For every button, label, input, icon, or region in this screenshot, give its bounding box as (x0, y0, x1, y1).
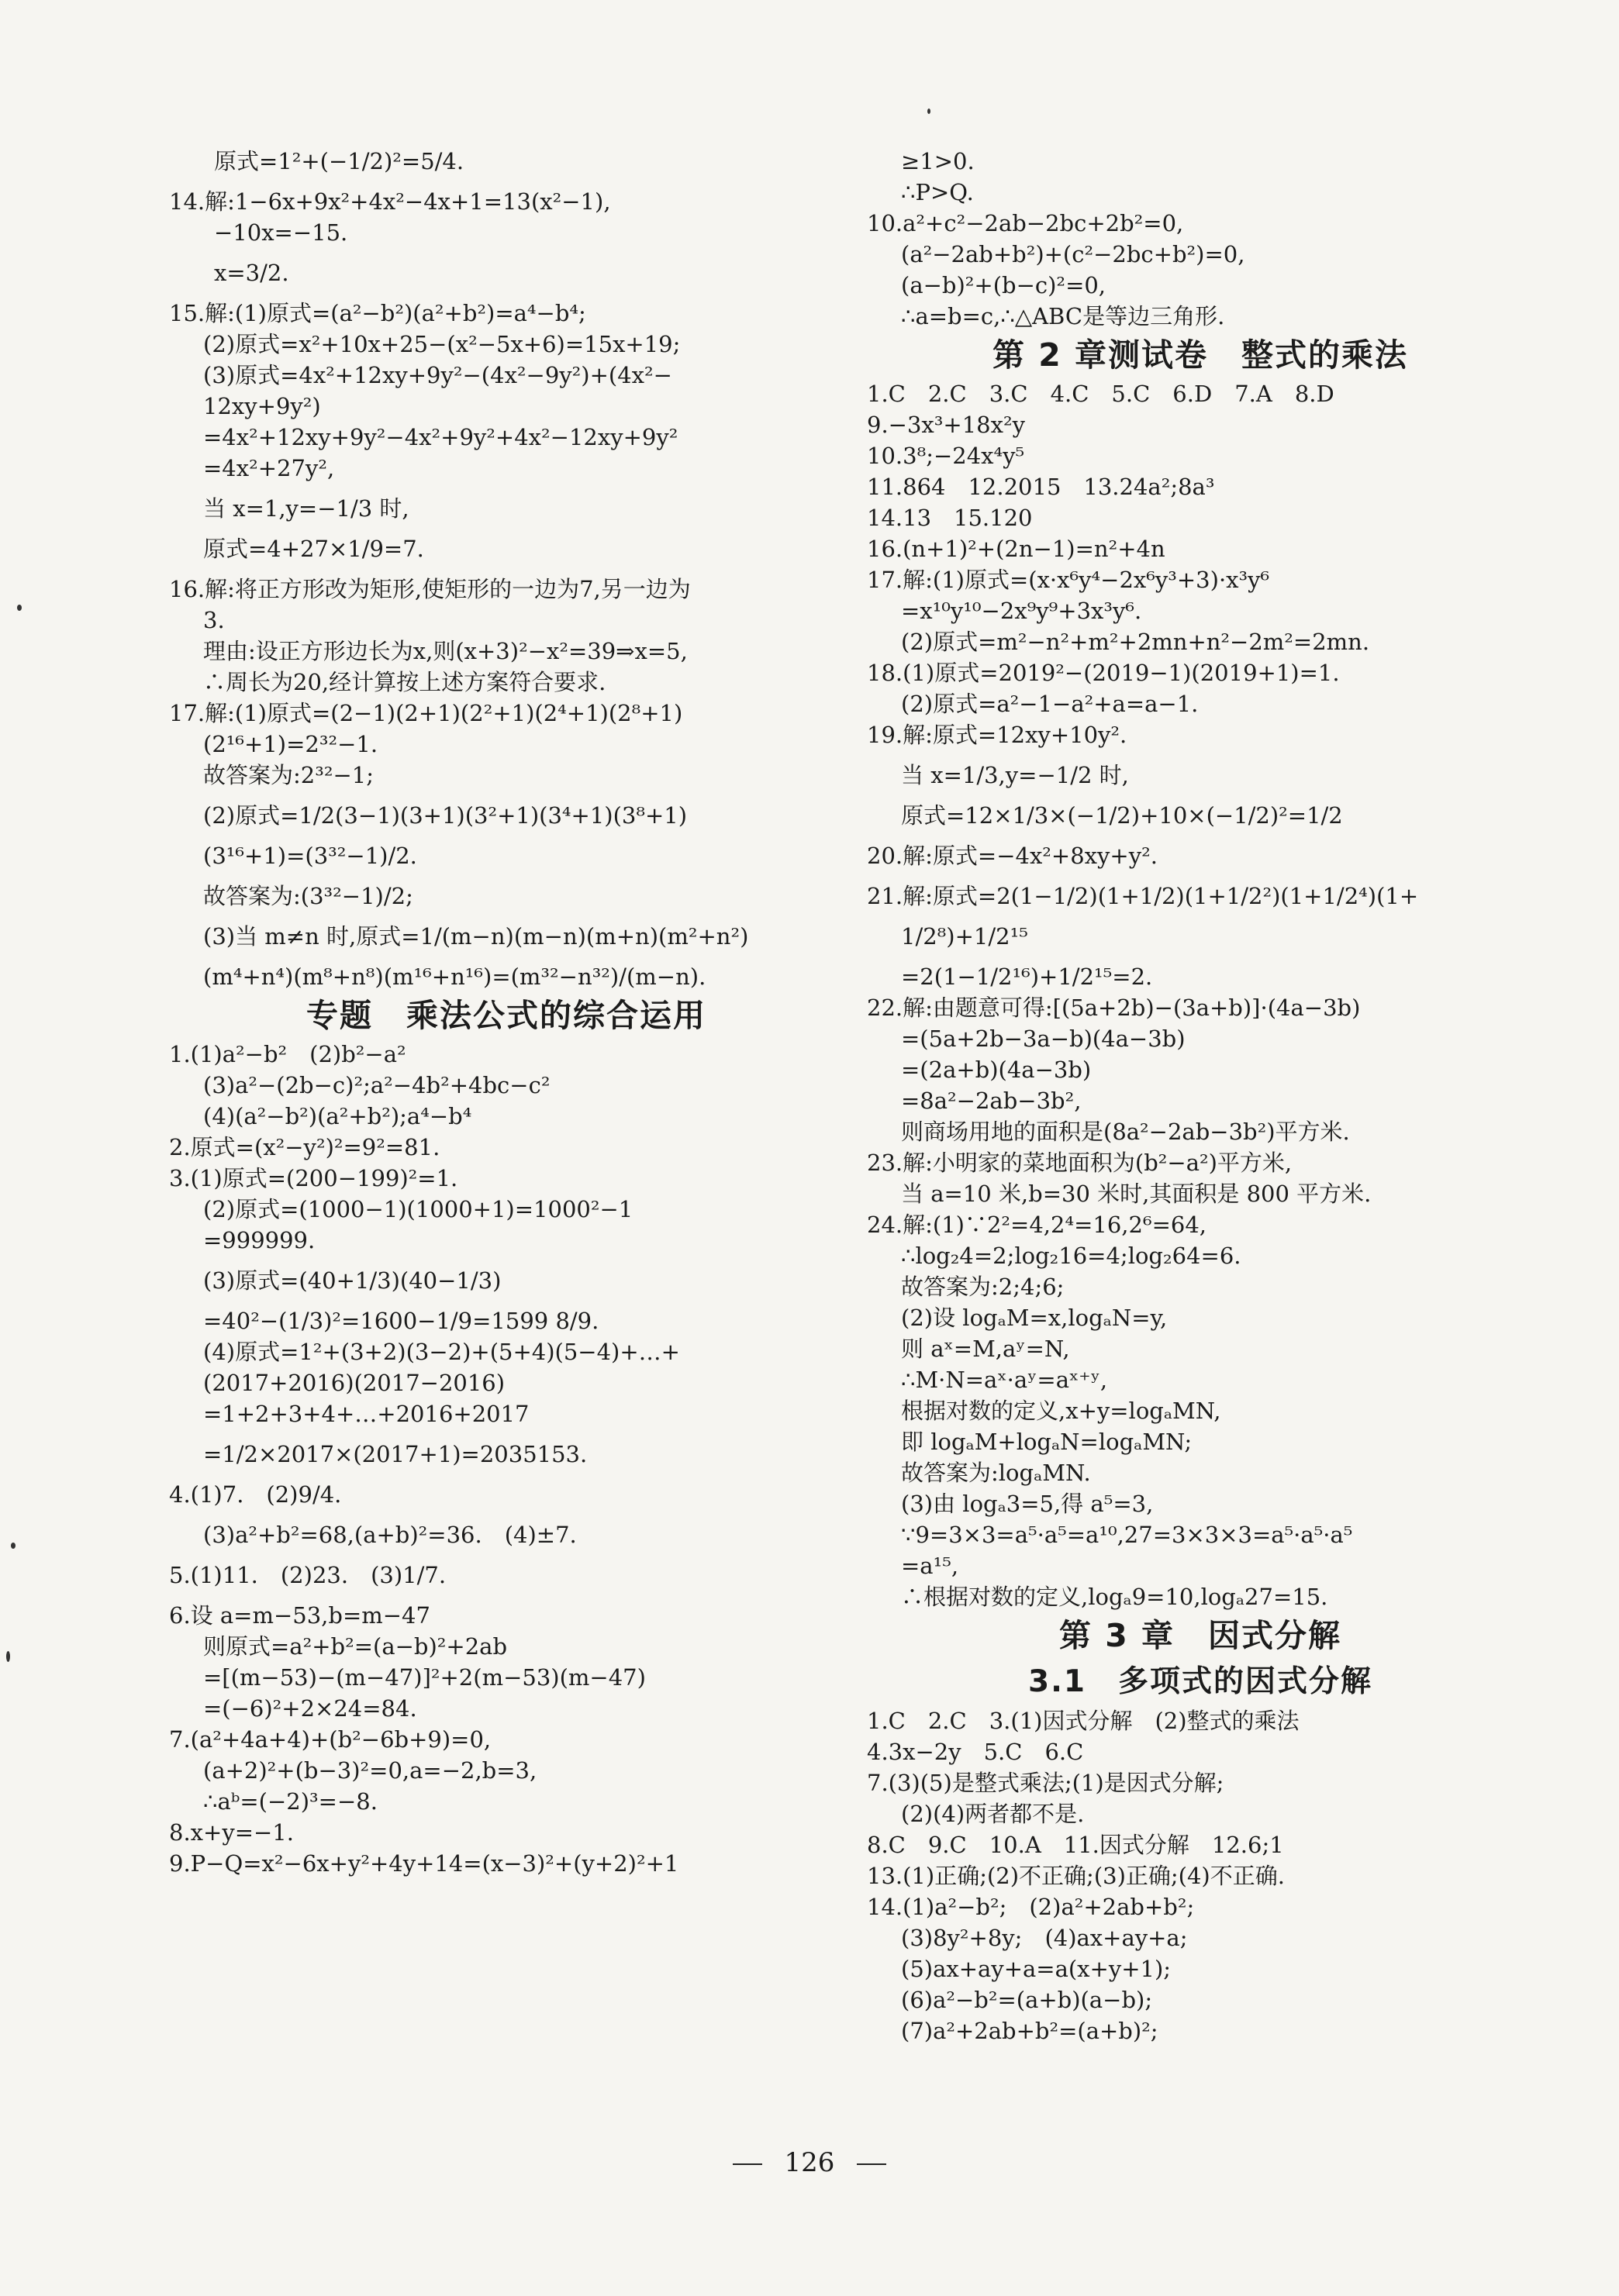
text-line: 原式=4+27×1/9=7. (203, 536, 424, 562)
text-line: (3)原式=4x²+12xy+9y²−(4x²−9y²)+(4x²− (203, 362, 672, 388)
text-line: 即 logₐM+logₐN=logₐMN; (901, 1429, 1193, 1455)
scan-speck (6, 1651, 10, 1662)
section-heading: 专题 乘法公式的综合运用 (306, 997, 706, 1034)
text-line: 1.(1)a²−b² (2)b²−a² (169, 1041, 406, 1067)
text-line: =(5a+2b−3a−b)(4a−3b) (901, 1026, 1186, 1052)
text-line: (2)原式=(1000−1)(1000+1)=1000²−1 (203, 1196, 633, 1222)
text-line: 13.(1)正确;(2)不正确;(3)正确;(4)不正确. (867, 1863, 1285, 1889)
text-line: 17.解:(1)原式=(2−1)(2+1)(2²+1)(2⁴+1)(2⁸+1) (169, 700, 683, 726)
text-line: (4)原式=1²+(3+2)(3−2)+(5+4)(5−4)+…+ (203, 1339, 680, 1365)
text-line: 14.解:1−6x+9x²+4x²−4x+1=13(x²−1), (169, 188, 611, 215)
text-line: 11.864 12.2015 13.24a²;8a³ (867, 474, 1215, 500)
text-line: 7.(a²+4a+4)+(b²−6b+9)=0, (169, 1726, 492, 1753)
text-line: 9.−3x³+18x²y (867, 412, 1025, 438)
text-line: (5)ax+ay+a=a(x+y+1); (901, 1956, 1172, 1982)
text-line: 当 x=1,y=−1/3 时, (203, 495, 409, 522)
text-line: =999999. (203, 1227, 316, 1253)
text-line: 18.(1)原式=2019²−(2019−1)(2019+1)=1. (867, 660, 1340, 686)
scan-speck (927, 109, 930, 114)
scan-speck (17, 605, 22, 611)
dash-right (857, 2163, 886, 2165)
dash-left (733, 2163, 762, 2165)
text-line: 故答案为:2³²−1; (203, 762, 374, 788)
section-heading: 3.1 多项式的因式分解 (1027, 1664, 1373, 1699)
text-line: x=3/2. (214, 260, 289, 286)
text-line: 1.C 2.C 3.C 4.C 5.C 6.D 7.A 8.D (867, 381, 1334, 407)
text-line: (3¹⁶+1)=(3³²−1)/2. (203, 843, 417, 869)
text-line: 5.(1)11. (2)23. (3)1/7. (169, 1562, 447, 1588)
text-line: 3.(1)原式=(200−199)²=1. (169, 1165, 458, 1191)
text-line: (3)a²−(2b−c)²;a²−4b²+4bc−c² (203, 1072, 551, 1098)
text-line: 8.C 9.C 10.A 11.因式分解 12.6;1 (867, 1832, 1284, 1858)
text-line: 16.解:将正方形改为矩形,使矩形的一边为7,另一边为 (169, 576, 691, 602)
text-line: (3)8y²+8y; (4)ax+ay+a; (901, 1925, 1188, 1951)
text-line: =4x²+12xy+9y²−4x²+9y²+4x²−12xy+9y² (203, 424, 678, 450)
text-line: =(−6)²+2×24=84. (203, 1695, 417, 1722)
text-line: 1/2⁸)+1/2¹⁵ (901, 923, 1028, 950)
scan-speck (11, 1543, 16, 1549)
text-line: 理由:设正方形边长为x,则(x+3)²−x²=39⇒x=5, (203, 638, 688, 664)
text-line: ∴a=b=c,∴△ABC是等边三角形. (901, 303, 1225, 329)
text-line: (2)原式=x²+10x+25−(x²−5x+6)=15x+19; (203, 331, 681, 357)
text-line: 20.解:原式=−4x²+8xy+y². (867, 843, 1158, 869)
text-line: 则原式=a²+b²=(a−b)²+2ab (203, 1633, 508, 1660)
right-column (867, 146, 1534, 2046)
left-column (169, 146, 844, 1879)
text-line: 19.解:原式=12xy+10y². (867, 722, 1127, 748)
text-line: =1+2+3+4+…+2016+2017 (203, 1401, 530, 1427)
text-line: 15.解:(1)原式=(a²−b²)(a²+b²)=a⁴−b⁴; (169, 300, 586, 326)
text-line: 16.(n+1)²+(2n−1)=n²+4n (867, 536, 1165, 562)
text-line: (2)原式=a²−1−a²+a=a−1. (901, 691, 1199, 717)
text-line: =1/2×2017×(2017+1)=2035153. (203, 1441, 588, 1467)
text-line: (3)由 logₐ3=5,得 a⁵=3, (901, 1491, 1154, 1517)
text-line: 根据对数的定义,x+y=logₐMN, (901, 1398, 1221, 1424)
page-number-value: 126 (784, 2147, 835, 2178)
text-line: =a¹⁵, (901, 1553, 959, 1579)
text-line: (6)a²−b²=(a+b)(a−b); (901, 1987, 1153, 2013)
text-line: 12xy+9y²) (203, 393, 321, 419)
chapter-heading: 第 3 章 因式分解 (1058, 1617, 1342, 1654)
text-line: (a−b)²+(b−c)²=0, (901, 272, 1106, 298)
text-line: (4)(a²−b²)(a²+b²);a⁴−b⁴ (203, 1103, 472, 1129)
text-line: (3)原式=(40+1/3)(40−1/3) (203, 1267, 502, 1294)
text-line: 4.(1)7. (2)9/4. (169, 1481, 342, 1508)
text-line: ∵9=3×3=a⁵·a⁵=a¹⁰,27=3×3×3=a⁵·a⁵·a⁵ (901, 1522, 1353, 1548)
text-line: ≥1>0. (901, 148, 975, 174)
text-line: =x¹⁰y¹⁰−2x⁹y⁹+3x³y⁶. (901, 598, 1142, 624)
text-line: (7)a²+2ab+b²=(a+b)²; (901, 2018, 1158, 2044)
text-line: 21.解:原式=2(1−1/2)(1+1/2)(1+1/2²)(1+1/2⁴)(1+ (867, 883, 1419, 909)
chapter-heading: 第 2 章测试卷 整式的乘法 (992, 336, 1409, 374)
text-line: 3. (203, 607, 225, 633)
text-line: (2)原式=m²−n²+m²+2mn+n²−2m²=2mn. (901, 629, 1370, 655)
text-line: 17.解:(1)原式=(x·x⁶y⁴−2x⁶y³+3)·x³y⁶ (867, 567, 1270, 593)
text-line: (2)(4)两者都不是. (901, 1801, 1085, 1827)
text-line: 10.a²+c²−2ab−2bc+2b²=0, (867, 210, 1184, 236)
text-line: ∴M·N=aˣ·aʸ=aˣ⁺ʸ, (901, 1367, 1108, 1393)
text-line: ∴P>Q. (901, 179, 974, 205)
text-line: 1.C 2.C 3.(1)因式分解 (2)整式的乘法 (867, 1708, 1300, 1734)
text-line: 22.解:由题意可得:[(5a+2b)−(3a+b)]·(4a−3b) (867, 995, 1361, 1021)
text-line: 14.(1)a²−b²; (2)a²+2ab+b²; (867, 1894, 1195, 1920)
text-line: (2)设 logₐM=x,logₐN=y, (901, 1305, 1168, 1331)
text-line: ∴周长为20,经计算按上述方案符合要求. (203, 669, 606, 695)
text-line: 10.3⁸;−24x⁴y⁵ (867, 443, 1025, 469)
text-line: 故答案为:logₐMN. (901, 1460, 1091, 1486)
text-line: (3)当 m≠n 时,原式=1/(m−n)(m−n)(m+n)(m²+n²) (203, 923, 749, 950)
text-line: (a+2)²+(b−3)²=0,a=−2,b=3, (203, 1757, 537, 1784)
page-number (0, 2147, 1619, 2178)
text-line: 原式=1²+(−1/2)²=5/4. (214, 148, 464, 174)
text-line: 则 aˣ=M,aʸ=N, (901, 1336, 1070, 1362)
text-line: 2.原式=(x²−y²)²=9²=81. (169, 1134, 440, 1160)
text-line: (2)原式=1/2(3−1)(3+1)(3²+1)(3⁴+1)(3⁸+1) (203, 802, 688, 829)
text-line: 23.解:小明家的菜地面积为(b²−a²)平方米, (867, 1150, 1293, 1176)
text-line: 9.P−Q=x²−6x+y²+4y+14=(x−3)²+(y+2)²+1 (169, 1850, 679, 1877)
text-line: =(2a+b)(4a−3b) (901, 1057, 1092, 1083)
text-line: −10x=−15. (214, 219, 348, 246)
text-line: 7.(3)(5)是整式乘法;(1)是因式分解; (867, 1770, 1224, 1796)
text-line: 则商场用地的面积是(8a²−2ab−3b²)平方米. (901, 1119, 1350, 1145)
text-line: =8a²−2ab−3b², (901, 1088, 1082, 1114)
text-line: ∴aᵇ=(−2)³=−8. (203, 1788, 378, 1815)
text-line: 当 a=10 米,b=30 米时,其面积是 800 平方米. (901, 1181, 1372, 1207)
text-line: 当 x=1/3,y=−1/2 时, (901, 762, 1129, 788)
text-line: =2(1−1/2¹⁶)+1/2¹⁵=2. (901, 964, 1153, 990)
text-line: (2017+2016)(2017−2016) (203, 1370, 506, 1396)
text-line: 故答案为:(3³²−1)/2; (203, 883, 413, 909)
text-line: 故答案为:2;4;6; (901, 1274, 1065, 1300)
text-line: 24.解:(1)∵2²=4,2⁴=16,2⁶=64, (867, 1212, 1207, 1238)
text-line: 原式=12×1/3×(−1/2)+10×(−1/2)²=1/2 (901, 802, 1343, 829)
text-line: (m⁴+n⁴)(m⁸+n⁸)(m¹⁶+n¹⁶)=(m³²−n³²)/(m−n). (203, 964, 706, 990)
text-line: 4.3x−2y 5.C 6.C (867, 1739, 1084, 1765)
text-line: =[(m−53)−(m−47)]²+2(m−53)(m−47) (203, 1664, 646, 1691)
text-line: 8.x+y=−1. (169, 1819, 294, 1846)
text-line: ∴根据对数的定义,logₐ9=10,logₐ27=15. (901, 1584, 1328, 1610)
text-line: (a²−2ab+b²)+(c²−2bc+b²)=0, (901, 241, 1245, 267)
text-line: ∴log₂4=2;log₂16=4;log₂64=6. (901, 1243, 1241, 1269)
text-line: (3)a²+b²=68,(a+b)²=36. (4)±7. (203, 1522, 577, 1548)
text-line: =40²−(1/3)²=1600−1/9=1599 8/9. (203, 1308, 599, 1334)
text-line: 6.设 a=m−53,b=m−47 (169, 1602, 430, 1629)
text-line: 14.13 15.120 (867, 505, 1033, 531)
text-line: (2¹⁶+1)=2³²−1. (203, 731, 378, 757)
text-line: =4x²+27y², (203, 455, 335, 481)
